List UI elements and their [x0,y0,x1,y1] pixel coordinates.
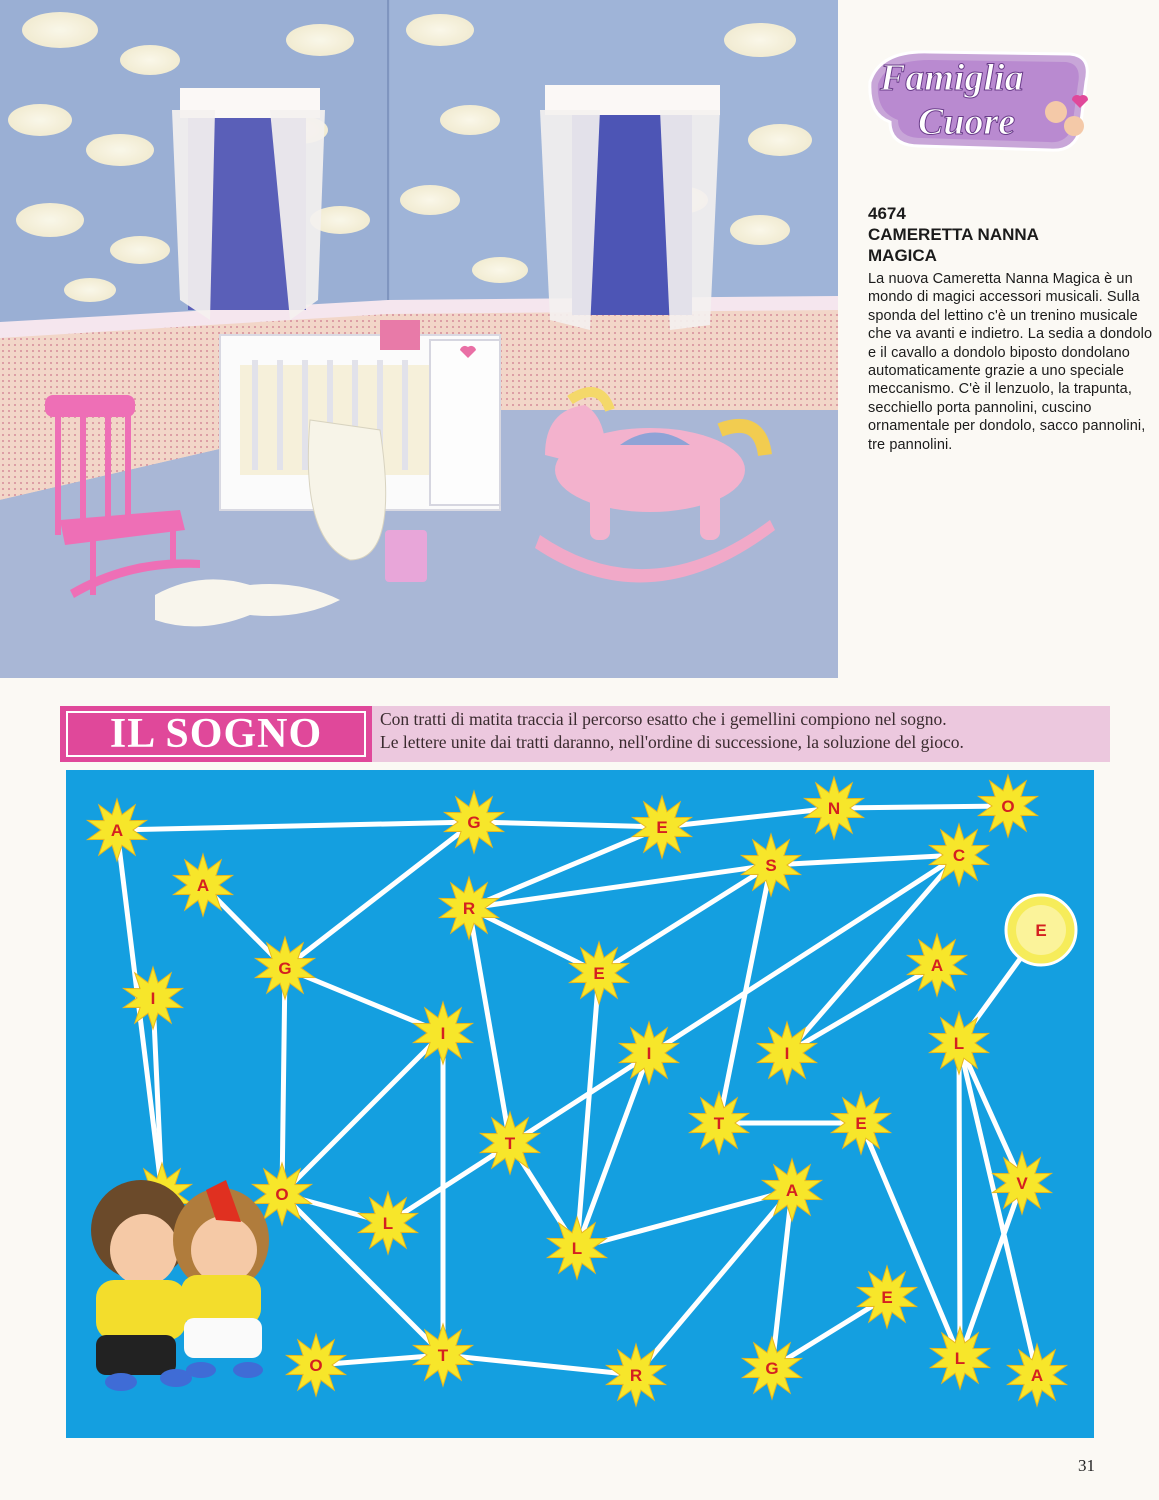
product-photo [0,0,838,678]
game-instructions [380,708,1100,754]
instructions-line-1: Con tratti di matita traccia il percorso esatto che i gemellini compiono nel sogno. [380,709,947,729]
star-letter: A [1030,1366,1044,1385]
path-segment [282,1033,443,1194]
star-letter: I [784,1044,790,1063]
star-letter: G [467,813,481,832]
star-letter: T [437,1346,449,1365]
star-letter: L [954,1349,966,1368]
star-letter: G [765,1359,779,1378]
star-letter: A [785,1181,799,1200]
star-letter-node[interactable] [931,1327,990,1389]
star-letter-node[interactable] [620,1022,679,1084]
brand-logo [860,42,1100,160]
twins-dolls-illustration [91,1180,269,1391]
path-segment [474,822,662,827]
star-letter: L [382,1214,394,1233]
star-letter: R [629,1366,643,1385]
path-segment [599,865,771,973]
star-letter: T [713,1114,725,1133]
puzzle-board [66,770,1094,1438]
star-letter-node[interactable] [359,1192,418,1254]
path-segment [772,1190,792,1368]
star-letter: V [1016,1174,1028,1193]
star-letter: R [462,899,476,918]
star-letter: E [855,1114,867,1133]
product-info [868,203,1158,454]
star-letter: O [309,1356,323,1375]
game-banner [60,706,1110,762]
star-letter-node[interactable] [440,877,499,939]
star-letter-node[interactable] [908,934,967,996]
star-letter: A [930,956,944,975]
logo-line2: Cuore [918,101,1016,143]
star-letter-node[interactable] [570,942,629,1004]
star-letter-node[interactable] [1008,1344,1067,1406]
star-letter: O [275,1185,289,1204]
path-segment [117,822,474,830]
star-letter-node[interactable] [548,1217,607,1279]
path-segment [469,908,510,1143]
path-segment [577,1190,792,1248]
star-letter: A [110,821,124,840]
path-segment [787,965,937,1053]
product-description: La nuova Cameretta Nanna Magica è un mondo di magici accessori musicali. Sulla sponda del lettino c'è un trenino musicale che va avanti e indietro. La sedia a dondolo e il cavallo a dondolo biposto dondolano automaticamente grazie a uno speciale meccanismo. C'è il lenzuolo, la trapunta, secchiello porta pannolini, cuscino ornamentale per dondolo, sacco pannolini, tre pannolini. [868,271,1153,453]
star-letter: E [593,964,605,983]
star-letter-node[interactable] [124,967,183,1029]
logo-face-icon [1045,101,1067,123]
star-letter: T [504,1134,516,1153]
sun-letter-node[interactable] [1006,895,1076,965]
page-number: 31 [1078,1456,1095,1475]
star-letter-node[interactable] [858,1266,917,1328]
product-code: 4674 [868,204,906,223]
star-letter: L [571,1239,583,1258]
path-segment [577,973,599,1248]
star-letter-node[interactable] [481,1112,540,1174]
path-segment [861,1123,960,1358]
star-letter: E [1035,921,1047,940]
star-letter: E [881,1288,893,1307]
star-letter: I [150,989,156,1008]
path-segment [772,1297,887,1368]
path-segment [285,822,474,968]
star-letter: L [953,1034,965,1053]
star-letter-node[interactable] [930,1012,989,1074]
logo-line1: Famiglia [880,57,1024,99]
star-letter-node[interactable] [743,1337,802,1399]
game-title: IL SOGNO [109,711,323,757]
star-letter: I [440,1024,446,1043]
star-letter-node[interactable] [993,1152,1052,1214]
path-segment [959,1043,1022,1183]
path-segment [282,968,285,1194]
star-letter: E [656,818,668,837]
star-letter: C [952,846,966,865]
instructions-line-2: Le lettere unite dai tratti daranno, nell'ordine di successione, la soluzione del gioco. [380,732,964,752]
path-segment [834,806,1008,808]
star-letter: O [1001,797,1015,816]
star-letter: N [827,799,841,818]
star-letter: A [196,876,210,895]
star-letter: I [646,1044,652,1063]
star-letter: S [765,856,777,875]
star-letter: G [278,959,292,978]
product-title: CAMERETTA NANNA MAGICA [868,225,1039,265]
path-segment [959,1043,960,1358]
